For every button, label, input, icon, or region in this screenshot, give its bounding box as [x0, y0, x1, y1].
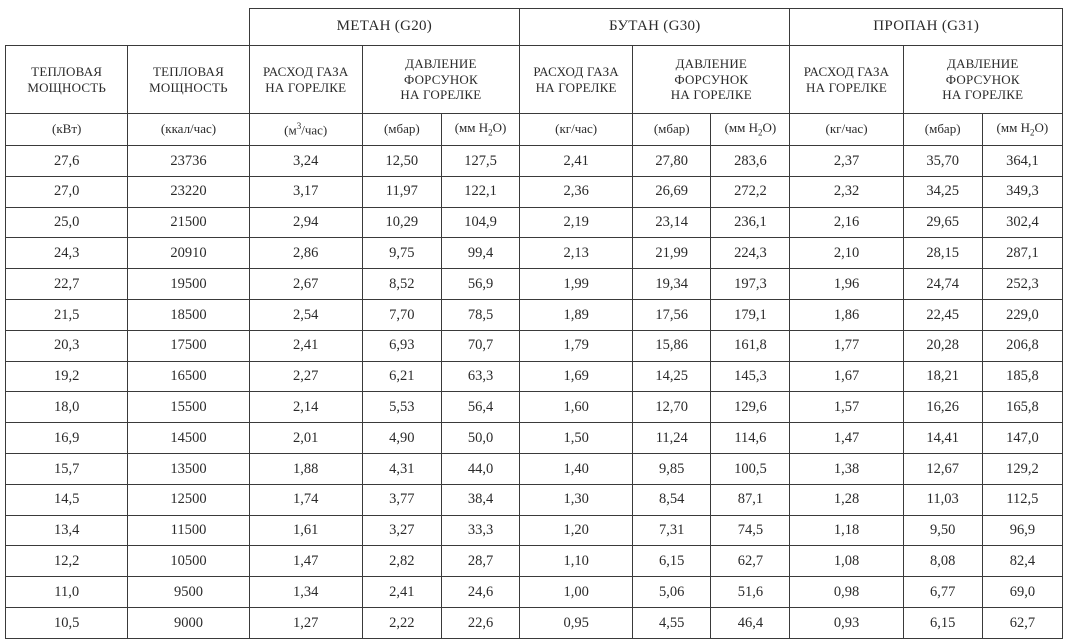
- unit-kg-per-hour: (кг/час): [520, 114, 633, 146]
- cell-butane-flow: 1,60: [520, 392, 633, 423]
- cell-butane-mbar: 6,15: [633, 546, 711, 577]
- cell-propane-flow: 1,38: [790, 453, 903, 484]
- cell-propane-mmh2o: 96,9: [982, 515, 1062, 546]
- cell-methane-mmh2o: 38,4: [441, 484, 519, 515]
- cell-butane-mbar: 21,99: [633, 238, 711, 269]
- cell-power-kcal: 21500: [128, 207, 249, 238]
- cell-methane-mmh2o: 104,9: [441, 207, 519, 238]
- cell-methane-flow: 1,88: [249, 453, 362, 484]
- cell-propane-mbar: 12,67: [903, 453, 982, 484]
- header-propane-flow: РАСХОД ГАЗА НА ГОРЕЛКЕ: [790, 46, 903, 114]
- cell-butane-mmh2o: 46,4: [711, 607, 790, 638]
- cell-methane-flow: 1,74: [249, 484, 362, 515]
- cell-power-kcal: 14500: [128, 423, 249, 454]
- cell-propane-mbar: 18,21: [903, 361, 982, 392]
- cell-butane-mmh2o: 272,2: [711, 176, 790, 207]
- table-row: [6, 238, 1063, 269]
- cell-propane-mbar: 8,08: [903, 546, 982, 577]
- cell-power-kcal: 16500: [128, 361, 249, 392]
- cell-methane-flow: 1,47: [249, 546, 362, 577]
- cell-methane-flow: 1,61: [249, 515, 362, 546]
- cell-methane-mmh2o: 63,3: [441, 361, 519, 392]
- cell-butane-mmh2o: 62,7: [711, 546, 790, 577]
- cell-butane-mmh2o: 197,3: [711, 269, 790, 300]
- unit-m3-per-hour: $(м^3/час)$: [249, 114, 362, 146]
- cell-power-kcal: 9000: [128, 607, 249, 638]
- cell-methane-mmh2o: 44,0: [441, 453, 519, 484]
- cell-propane-mmh2o: 62,7: [982, 607, 1062, 638]
- cell-butane-mmh2o: 161,8: [711, 330, 790, 361]
- cell-butane-mbar: 8,54: [633, 484, 711, 515]
- cell-propane-flow: 1,86: [790, 299, 903, 330]
- cell-methane-mmh2o: 50,0: [441, 423, 519, 454]
- cell-butane-flow: 1,99: [520, 269, 633, 300]
- cell-propane-mmh2o: 302,4: [982, 207, 1062, 238]
- cell-power-kw: 10,5: [6, 607, 128, 638]
- cell-propane-mbar: 6,77: [903, 577, 982, 608]
- cell-propane-mbar: 16,26: [903, 392, 982, 423]
- cell-propane-flow: 1,57: [790, 392, 903, 423]
- units-row: [6, 114, 1063, 146]
- cell-butane-mbar: 12,70: [633, 392, 711, 423]
- table-row: [6, 146, 1063, 177]
- cell-butane-mbar: 14,25: [633, 361, 711, 392]
- cell-butane-mmh2o: 114,6: [711, 423, 790, 454]
- cell-propane-mbar: 35,70: [903, 146, 982, 177]
- cell-propane-flow: 0,98: [790, 577, 903, 608]
- cell-propane-mmh2o: 229,0: [982, 299, 1062, 330]
- cell-methane-flow: 3,24: [249, 146, 362, 177]
- cell-butane-mbar: 4,55: [633, 607, 711, 638]
- cell-propane-mmh2o: 252,3: [982, 269, 1062, 300]
- cell-power-kw: 27,0: [6, 176, 128, 207]
- cell-methane-mmh2o: 122,1: [441, 176, 519, 207]
- cell-propane-mbar: 20,28: [903, 330, 982, 361]
- cell-power-kcal: 20910: [128, 238, 249, 269]
- cell-methane-flow: 1,27: [249, 607, 362, 638]
- cell-propane-flow: 0,93: [790, 607, 903, 638]
- cell-propane-mmh2o: 185,8: [982, 361, 1062, 392]
- table-row: [6, 607, 1063, 638]
- cell-power-kw: 20,3: [6, 330, 128, 361]
- cell-power-kcal: 12500: [128, 484, 249, 515]
- cell-butane-flow: 1,79: [520, 330, 633, 361]
- unit-kw: (кВт): [6, 114, 128, 146]
- cell-power-kcal: 18500: [128, 299, 249, 330]
- cell-methane-mbar: 10,29: [362, 207, 441, 238]
- table-row: [6, 423, 1063, 454]
- cell-methane-mmh2o: 28,7: [441, 546, 519, 577]
- cell-propane-flow: 2,16: [790, 207, 903, 238]
- cell-propane-flow: 1,47: [790, 423, 903, 454]
- group-header-butane: БУТАН (G30): [520, 9, 790, 46]
- cell-methane-flow: 2,41: [249, 330, 362, 361]
- cell-power-kcal: 23220: [128, 176, 249, 207]
- cell-power-kw: 24,3: [6, 238, 128, 269]
- cell-power-kcal: 15500: [128, 392, 249, 423]
- cell-propane-mmh2o: 82,4: [982, 546, 1062, 577]
- cell-propane-mbar: 11,03: [903, 484, 982, 515]
- cell-power-kw: 16,9: [6, 423, 128, 454]
- cell-methane-flow: 1,34: [249, 577, 362, 608]
- cell-methane-mmh2o: 127,5: [441, 146, 519, 177]
- unit-kcal: (ккал/час): [128, 114, 249, 146]
- cell-butane-flow: 1,50: [520, 423, 633, 454]
- cell-propane-mmh2o: 206,8: [982, 330, 1062, 361]
- cell-butane-mbar: 26,69: [633, 176, 711, 207]
- cell-butane-mbar: 27,80: [633, 146, 711, 177]
- unit-kg-per-hour: (кг/час): [790, 114, 903, 146]
- cell-butane-flow: 1,00: [520, 577, 633, 608]
- cell-power-kw: 21,5: [6, 299, 128, 330]
- cell-butane-flow: 0,95: [520, 607, 633, 638]
- cell-power-kw: 11,0: [6, 577, 128, 608]
- cell-methane-mbar: 9,75: [362, 238, 441, 269]
- cell-methane-mbar: 11,97: [362, 176, 441, 207]
- cell-butane-flow: 2,41: [520, 146, 633, 177]
- cell-methane-mbar: 3,27: [362, 515, 441, 546]
- cell-butane-flow: 1,89: [520, 299, 633, 330]
- cell-butane-mbar: 19,34: [633, 269, 711, 300]
- cell-methane-mmh2o: 24,6: [441, 577, 519, 608]
- cell-methane-flow: 2,67: [249, 269, 362, 300]
- cell-propane-mbar: 22,45: [903, 299, 982, 330]
- cell-butane-mbar: 5,06: [633, 577, 711, 608]
- cell-propane-flow: 1,96: [790, 269, 903, 300]
- cell-methane-flow: 3,17: [249, 176, 362, 207]
- cell-propane-flow: 2,32: [790, 176, 903, 207]
- cell-butane-flow: 2,13: [520, 238, 633, 269]
- unit-mm-h2o: (мм $H_2O$): [982, 114, 1062, 146]
- cell-propane-mbar: 34,25: [903, 176, 982, 207]
- cell-butane-flow: 1,69: [520, 361, 633, 392]
- header-methane-flow: РАСХОД ГАЗА НА ГОРЕЛКЕ: [249, 46, 362, 114]
- cell-propane-mmh2o: 364,1: [982, 146, 1062, 177]
- cell-power-kw: 19,2: [6, 361, 128, 392]
- table-row: [6, 392, 1063, 423]
- cell-power-kw: 13,4: [6, 515, 128, 546]
- table-body: [6, 146, 1063, 639]
- cell-propane-mmh2o: 129,2: [982, 453, 1062, 484]
- cell-butane-mmh2o: 51,6: [711, 577, 790, 608]
- table-row: [6, 546, 1063, 577]
- cell-methane-mmh2o: 70,7: [441, 330, 519, 361]
- cell-methane-mmh2o: 56,9: [441, 269, 519, 300]
- cell-propane-mmh2o: 147,0: [982, 423, 1062, 454]
- group-header-propane: ПРОПАН (G31): [790, 9, 1063, 46]
- cell-methane-mbar: 12,50: [362, 146, 441, 177]
- cell-methane-flow: 2,01: [249, 423, 362, 454]
- header-thermal-power-kcal: ТЕПЛОВАЯ МОЩНОСТЬ: [128, 46, 249, 114]
- header-butane-pressure: ДАВЛЕНИЕ ФОРСУНОК НА ГОРЕЛКЕ: [633, 46, 790, 114]
- cell-methane-mmh2o: 56,4: [441, 392, 519, 423]
- unit-mbar: (мбар): [633, 114, 711, 146]
- table-row: [6, 515, 1063, 546]
- cell-butane-mmh2o: 129,6: [711, 392, 790, 423]
- cell-propane-mbar: 24,74: [903, 269, 982, 300]
- table-row: [6, 176, 1063, 207]
- cell-propane-flow: 1,28: [790, 484, 903, 515]
- cell-power-kw: 27,6: [6, 146, 128, 177]
- cell-propane-mbar: 29,65: [903, 207, 982, 238]
- cell-propane-mbar: 9,50: [903, 515, 982, 546]
- cell-propane-flow: 1,77: [790, 330, 903, 361]
- table-row: [6, 361, 1063, 392]
- gas-consumption-table: [5, 8, 1063, 639]
- cell-methane-mmh2o: 78,5: [441, 299, 519, 330]
- header-methane-pressure: ДАВЛЕНИЕ ФОРСУНОК НА ГОРЕЛКЕ: [362, 46, 519, 114]
- cell-power-kw: 12,2: [6, 546, 128, 577]
- cell-butane-mmh2o: 283,6: [711, 146, 790, 177]
- cell-power-kcal: 19500: [128, 269, 249, 300]
- unit-mm-h2o: (мм $H_2O$): [441, 114, 519, 146]
- cell-butane-mbar: 11,24: [633, 423, 711, 454]
- cell-methane-mbar: 6,93: [362, 330, 441, 361]
- header-butane-flow: РАСХОД ГАЗА НА ГОРЕЛКЕ: [520, 46, 633, 114]
- cell-power-kcal: 10500: [128, 546, 249, 577]
- cell-propane-flow: 2,37: [790, 146, 903, 177]
- cell-butane-mbar: 7,31: [633, 515, 711, 546]
- unit-mbar: (мбар): [362, 114, 441, 146]
- cell-butane-flow: 2,36: [520, 176, 633, 207]
- header-propane-pressure: ДАВЛЕНИЕ ФОРСУНОК НА ГОРЕЛКЕ: [903, 46, 1062, 114]
- cell-butane-mbar: 23,14: [633, 207, 711, 238]
- cell-propane-flow: 1,08: [790, 546, 903, 577]
- cell-methane-mbar: 5,53: [362, 392, 441, 423]
- group-header-methane: МЕТАН (G20): [249, 9, 519, 46]
- table-row: [6, 577, 1063, 608]
- cell-power-kw: 22,7: [6, 269, 128, 300]
- cell-butane-mbar: 17,56: [633, 299, 711, 330]
- table-row: [6, 269, 1063, 300]
- cell-propane-flow: 1,18: [790, 515, 903, 546]
- group-header-row: [6, 9, 1063, 46]
- header-blank-corner: [6, 9, 250, 46]
- cell-propane-mbar: 28,15: [903, 238, 982, 269]
- cell-propane-mmh2o: 287,1: [982, 238, 1062, 269]
- table-row: [6, 207, 1063, 238]
- cell-methane-mbar: 6,21: [362, 361, 441, 392]
- table-row: [6, 299, 1063, 330]
- cell-propane-mmh2o: 69,0: [982, 577, 1062, 608]
- cell-power-kcal: 13500: [128, 453, 249, 484]
- cell-butane-flow: 1,10: [520, 546, 633, 577]
- cell-power-kcal: 17500: [128, 330, 249, 361]
- cell-butane-mbar: 9,85: [633, 453, 711, 484]
- cell-methane-mmh2o: 22,6: [441, 607, 519, 638]
- cell-power-kcal: 23736: [128, 146, 249, 177]
- cell-butane-mmh2o: 87,1: [711, 484, 790, 515]
- cell-methane-flow: 2,27: [249, 361, 362, 392]
- cell-butane-mmh2o: 100,5: [711, 453, 790, 484]
- cell-butane-mmh2o: 236,1: [711, 207, 790, 238]
- cell-power-kw: 15,7: [6, 453, 128, 484]
- cell-methane-flow: 2,14: [249, 392, 362, 423]
- cell-butane-mmh2o: 224,3: [711, 238, 790, 269]
- cell-propane-mmh2o: 112,5: [982, 484, 1062, 515]
- cell-power-kw: 14,5: [6, 484, 128, 515]
- header-thermal-power-kw: ТЕПЛОВАЯ МОЩНОСТЬ: [6, 46, 128, 114]
- cell-butane-flow: 1,20: [520, 515, 633, 546]
- cell-propane-flow: 1,67: [790, 361, 903, 392]
- cell-methane-mbar: 2,22: [362, 607, 441, 638]
- cell-methane-mbar: 8,52: [362, 269, 441, 300]
- column-header-row: [6, 46, 1063, 114]
- cell-methane-mbar: 7,70: [362, 299, 441, 330]
- table-row: [6, 484, 1063, 515]
- cell-butane-mbar: 15,86: [633, 330, 711, 361]
- cell-methane-mbar: 2,41: [362, 577, 441, 608]
- cell-power-kw: 18,0: [6, 392, 128, 423]
- cell-butane-flow: 2,19: [520, 207, 633, 238]
- cell-methane-flow: 2,86: [249, 238, 362, 269]
- cell-methane-flow: 2,94: [249, 207, 362, 238]
- cell-propane-mmh2o: 349,3: [982, 176, 1062, 207]
- cell-propane-flow: 2,10: [790, 238, 903, 269]
- cell-methane-mbar: 4,31: [362, 453, 441, 484]
- cell-butane-mmh2o: 74,5: [711, 515, 790, 546]
- cell-butane-mmh2o: 179,1: [711, 299, 790, 330]
- cell-methane-mbar: 3,77: [362, 484, 441, 515]
- cell-methane-mmh2o: 33,3: [441, 515, 519, 546]
- cell-power-kw: 25,0: [6, 207, 128, 238]
- cell-butane-flow: 1,40: [520, 453, 633, 484]
- cell-propane-mmh2o: 165,8: [982, 392, 1062, 423]
- table-row: [6, 330, 1063, 361]
- cell-methane-mmh2o: 99,4: [441, 238, 519, 269]
- unit-mbar: (мбар): [903, 114, 982, 146]
- cell-butane-mmh2o: 145,3: [711, 361, 790, 392]
- cell-propane-mbar: 6,15: [903, 607, 982, 638]
- table-row: [6, 453, 1063, 484]
- cell-methane-flow: 2,54: [249, 299, 362, 330]
- cell-methane-mbar: 2,82: [362, 546, 441, 577]
- cell-power-kcal: 9500: [128, 577, 249, 608]
- cell-propane-mbar: 14,41: [903, 423, 982, 454]
- unit-mm-h2o: (мм $H_2O$): [711, 114, 790, 146]
- cell-methane-mbar: 4,90: [362, 423, 441, 454]
- cell-butane-flow: 1,30: [520, 484, 633, 515]
- cell-power-kcal: 11500: [128, 515, 249, 546]
